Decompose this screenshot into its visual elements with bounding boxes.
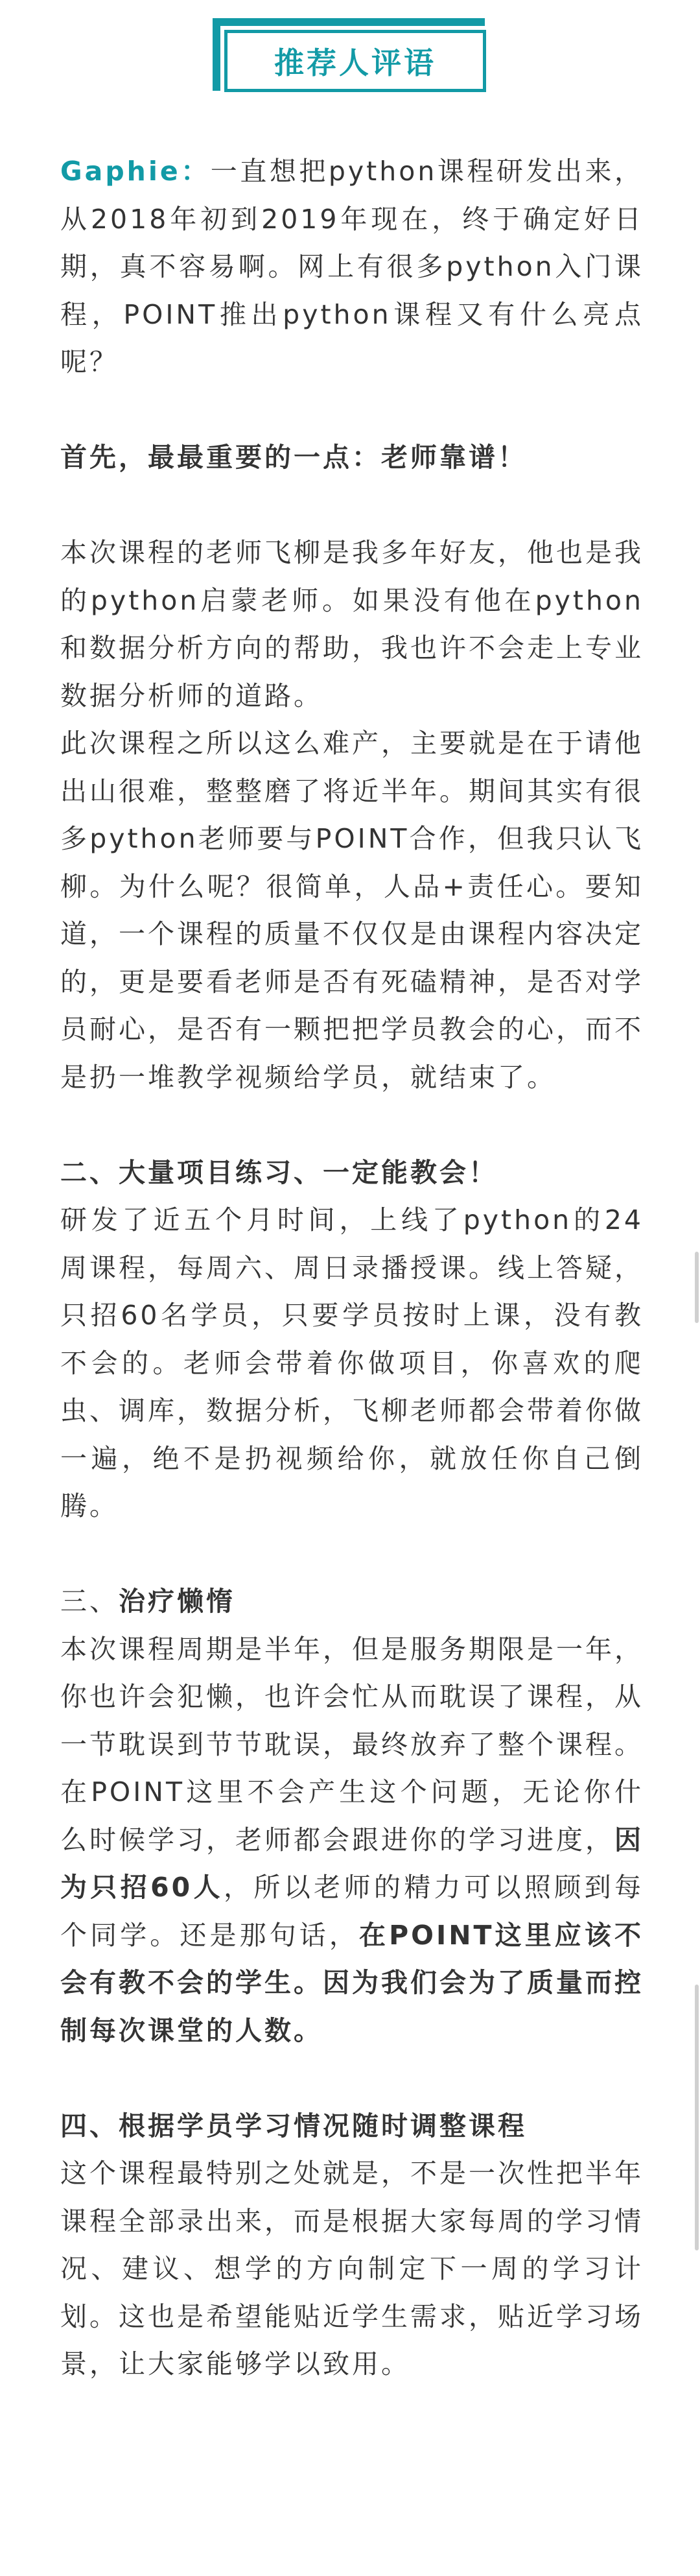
section3-text2: ，所以老师的精力可以照顾到每个同学。还是那句话， xyxy=(60,1872,644,1951)
section4-paragraph: 这个课程最特别之处就是，不是一次性把半年课程全部录出来，而是根据大家每周的学习情况、建议、想学的方向制定下一周的学习计划。这也是希望能贴近学生需求，贴近学习场景，让大家能够学以致用。 xyxy=(60,2158,644,2379)
section1-paragraph2: 此次课程之所以这么难产，主要就是在于请他出山很难，整整磨了将近半年。期间其实有很多python老师要与POINT合作，但我只认飞柳。为什么呢？很简单，人品+责任心。要知道，一个课程的质量不仅仅是由课程内容决定的，更是要看老师是否有死磕精神，是否对学员耐心，是否有一颗把把学员教会的心，而不是扔一堆教学视频给学员，就结束了。 xyxy=(60,728,644,1093)
section2-heading: 二、大量项目练习、一定能教会！ xyxy=(60,1156,498,1188)
intro-text: 一直想把python课程研发出来，从2018年初到2019年现在，终于确定好日期，真不容易啊。网上有很多python入门课程，POINT推出python课程又有什么亮点呢？ xyxy=(60,156,644,377)
badge-title: 推荐人评语 xyxy=(274,45,436,80)
author-name: Gaphie： xyxy=(60,156,211,187)
section1-paragraph1: 本次课程的老师飞柳是我多年好友，他也是我的python启蒙老师。如果没有他在python和数据分析方向的帮助，我也许不会走上专业数据分析师的道路。 xyxy=(60,537,644,711)
title-badge xyxy=(213,18,493,99)
section3-heading-prefix: 三、 xyxy=(60,1586,119,1617)
section3-bold2: 在POINT这里应该不会有教不会的学生。因为我们会为了质量而控制每次课堂的人数。 xyxy=(60,1919,644,2046)
section3-paragraph xyxy=(60,1626,644,2055)
section3-heading-text: 治疗懒惰 xyxy=(119,1586,235,1617)
badge-frame xyxy=(224,30,486,92)
section4-heading: 四、根据学员学习情况随时调整课程 xyxy=(60,2110,527,2141)
section3-bold1: 因为只招60人 xyxy=(60,1824,644,1903)
article-body xyxy=(60,148,644,2389)
scrollbar-thumb-upper[interactable] xyxy=(695,1252,699,1323)
section3-heading xyxy=(60,1578,644,1626)
section2-paragraph: 研发了近五个月时间，上线了python的24周课程，每周六、周日录播授课。线上答疑，只招60名学员，只要学员按时上课，没有教不会的。老师会带着你做项目，你喜欢的爬虫、调库，数据分析，飞柳老师都会带着你做一遍，绝不是扔视频给你，就放任你自己倒腾。 xyxy=(60,1204,644,1521)
section3-text1: 本次课程周期是半年，但是服务期限是一年，你也许会犯懒，也许会忙从而耽误了课程，从一节耽误到节节耽误，最终放弃了整个课程。在POINT这里不会产生这个问题，无论你什么时候学习，老师都会跟进你的学习进度， xyxy=(60,1633,644,1855)
section1-heading: 首先，最最重要的一点：老师靠谱！ xyxy=(60,442,527,473)
intro-paragraph xyxy=(60,148,644,387)
scrollbar-thumb-lower[interactable] xyxy=(695,1985,699,2250)
